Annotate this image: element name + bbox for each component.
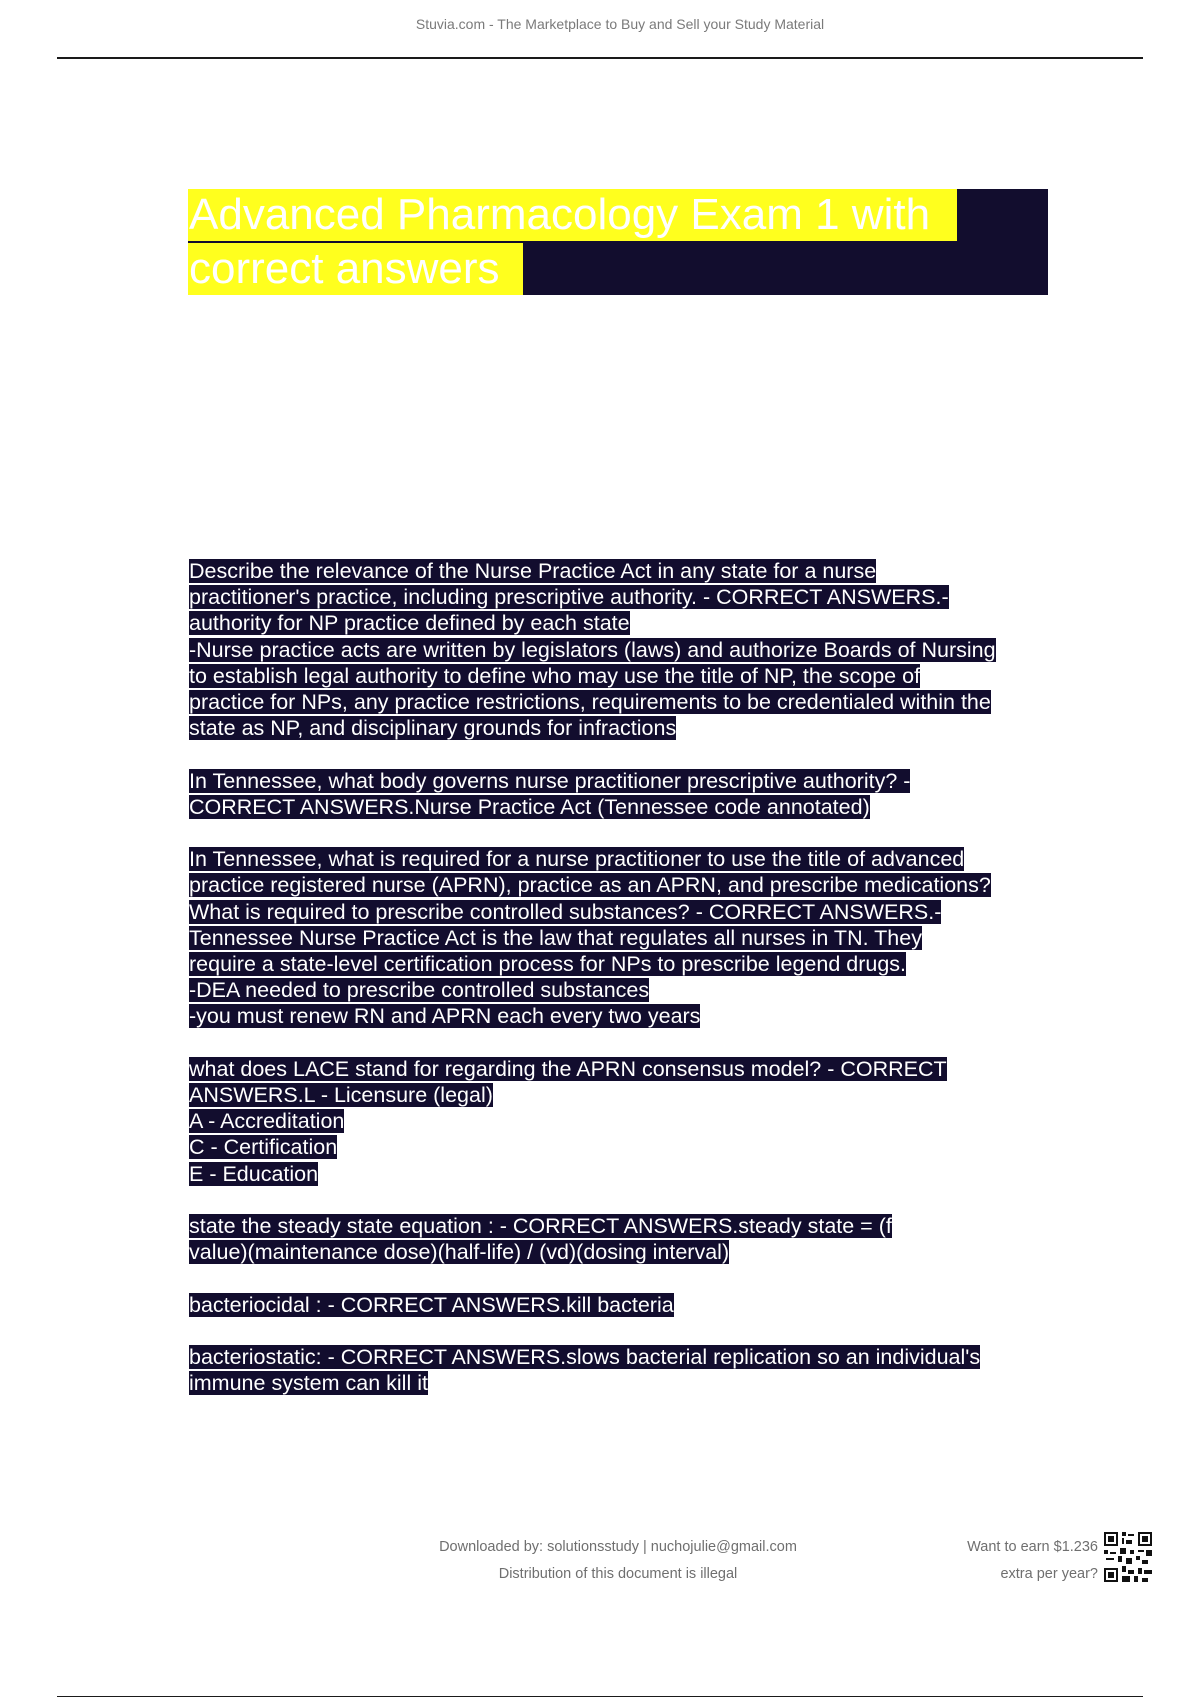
distribution-text: Distribution of this document is illegal: [498, 1566, 738, 1582]
page-header: Stuvia.com - The Marketplace to Buy and Sell your Study Material: [415, 16, 825, 32]
qa-text-line: -Nurse practice acts are written by legislators (laws) and authorize Boards of Nursing: [189, 637, 996, 662]
title-line: Advanced Pharmacology Exam 1 with: [188, 189, 957, 241]
qa-text-line: value)(maintenance dose)(half-life) / (vd)(dosing interval): [189, 1240, 730, 1265]
qa-text-line: state as NP, and disciplinary grounds for infractions: [189, 716, 677, 741]
qa-text-line: A - Accreditation: [189, 1109, 345, 1134]
qa-text-line: what does LACE stand for regarding the APRN consensus model? - CORRECT: [189, 1056, 947, 1081]
downloaded-by-text: Downloaded by: solutionsstudy | nuchojulie@gmail.com: [439, 1539, 797, 1555]
qa-item: [189, 1213, 1049, 1265]
qa-text-line: bacteriostatic: - CORRECT ANSWERS.slows bacterial replication so an individual's: [189, 1345, 981, 1369]
qa-text-line: practice registered nurse (APRN), practice as an APRN, and prescribe medications?: [189, 873, 991, 898]
footer-rule: [57, 1696, 1143, 1697]
qa-text-line: practitioner's practice, including prescriptive authority. - CORRECT ANSWERS.-: [189, 585, 949, 610]
qa-text-line: Describe the relevance of the Nurse Practice Act in any state for a nurse: [189, 559, 877, 583]
qa-text-line: CORRECT ANSWERS.Nurse Practice Act (Tennessee code annotated): [189, 794, 870, 819]
qa-text-line: E - Education: [189, 1161, 319, 1186]
qa-item: [189, 1292, 1049, 1318]
qa-text-line: authority for NP practice defined by each state: [189, 611, 630, 636]
qr-code-icon[interactable]: [1104, 1532, 1152, 1582]
promo-line: Want to earn $1.236: [967, 1539, 1098, 1555]
qa-text-line: immune system can kill it: [189, 1371, 428, 1396]
qa-text-line: Tennessee Nurse Practice Act is the law that regulates all nurses in TN. They: [189, 925, 922, 950]
footer-notice: [400, 1534, 836, 1588]
qa-item: [189, 558, 1049, 741]
promo-text[interactable]: [940, 1534, 1098, 1588]
qa-text-line: require a state-level certification process for NPs to prescribe legend drugs.: [189, 952, 907, 977]
qa-text-line: What is required to prescribe controlled substances? - CORRECT ANSWERS.-: [189, 899, 942, 924]
qa-text-line: C - Certification: [189, 1135, 338, 1160]
title-line: correct answers: [188, 243, 523, 295]
promo-line: extra per year?: [1000, 1566, 1098, 1582]
header-rule: [57, 57, 1143, 59]
qa-text-line: bacteriocidal : - CORRECT ANSWERS.kill bacteria: [189, 1292, 674, 1317]
qa-text-line: In Tennessee, what body governs nurse practitioner prescriptive authority? -: [189, 768, 911, 793]
qa-item: [189, 1344, 1049, 1396]
qa-text-line: to establish legal authority to define who may use the title of NP, the scope of: [189, 663, 921, 688]
qa-text-line: state the steady state equation : - CORRECT ANSWERS.steady state = (f: [189, 1214, 892, 1239]
qa-text-line: practice for NPs, any practice restrictions, requirements to be credentialed within the: [189, 690, 991, 715]
qa-text-line: -DEA needed to prescribe controlled substances: [189, 978, 650, 1003]
qa-list: [189, 558, 1049, 1423]
qa-text-line: In Tennessee, what is required for a nurse practitioner to use the title of advanced: [189, 847, 965, 872]
qa-item: [189, 768, 1049, 820]
document-title: [188, 189, 1048, 295]
qa-item: [189, 1056, 1049, 1187]
qa-text-line: ANSWERS.L - Licensure (legal): [189, 1083, 493, 1108]
qa-item: [189, 846, 1049, 1029]
qa-text-line: -you must renew RN and APRN each every two years: [189, 1004, 701, 1029]
